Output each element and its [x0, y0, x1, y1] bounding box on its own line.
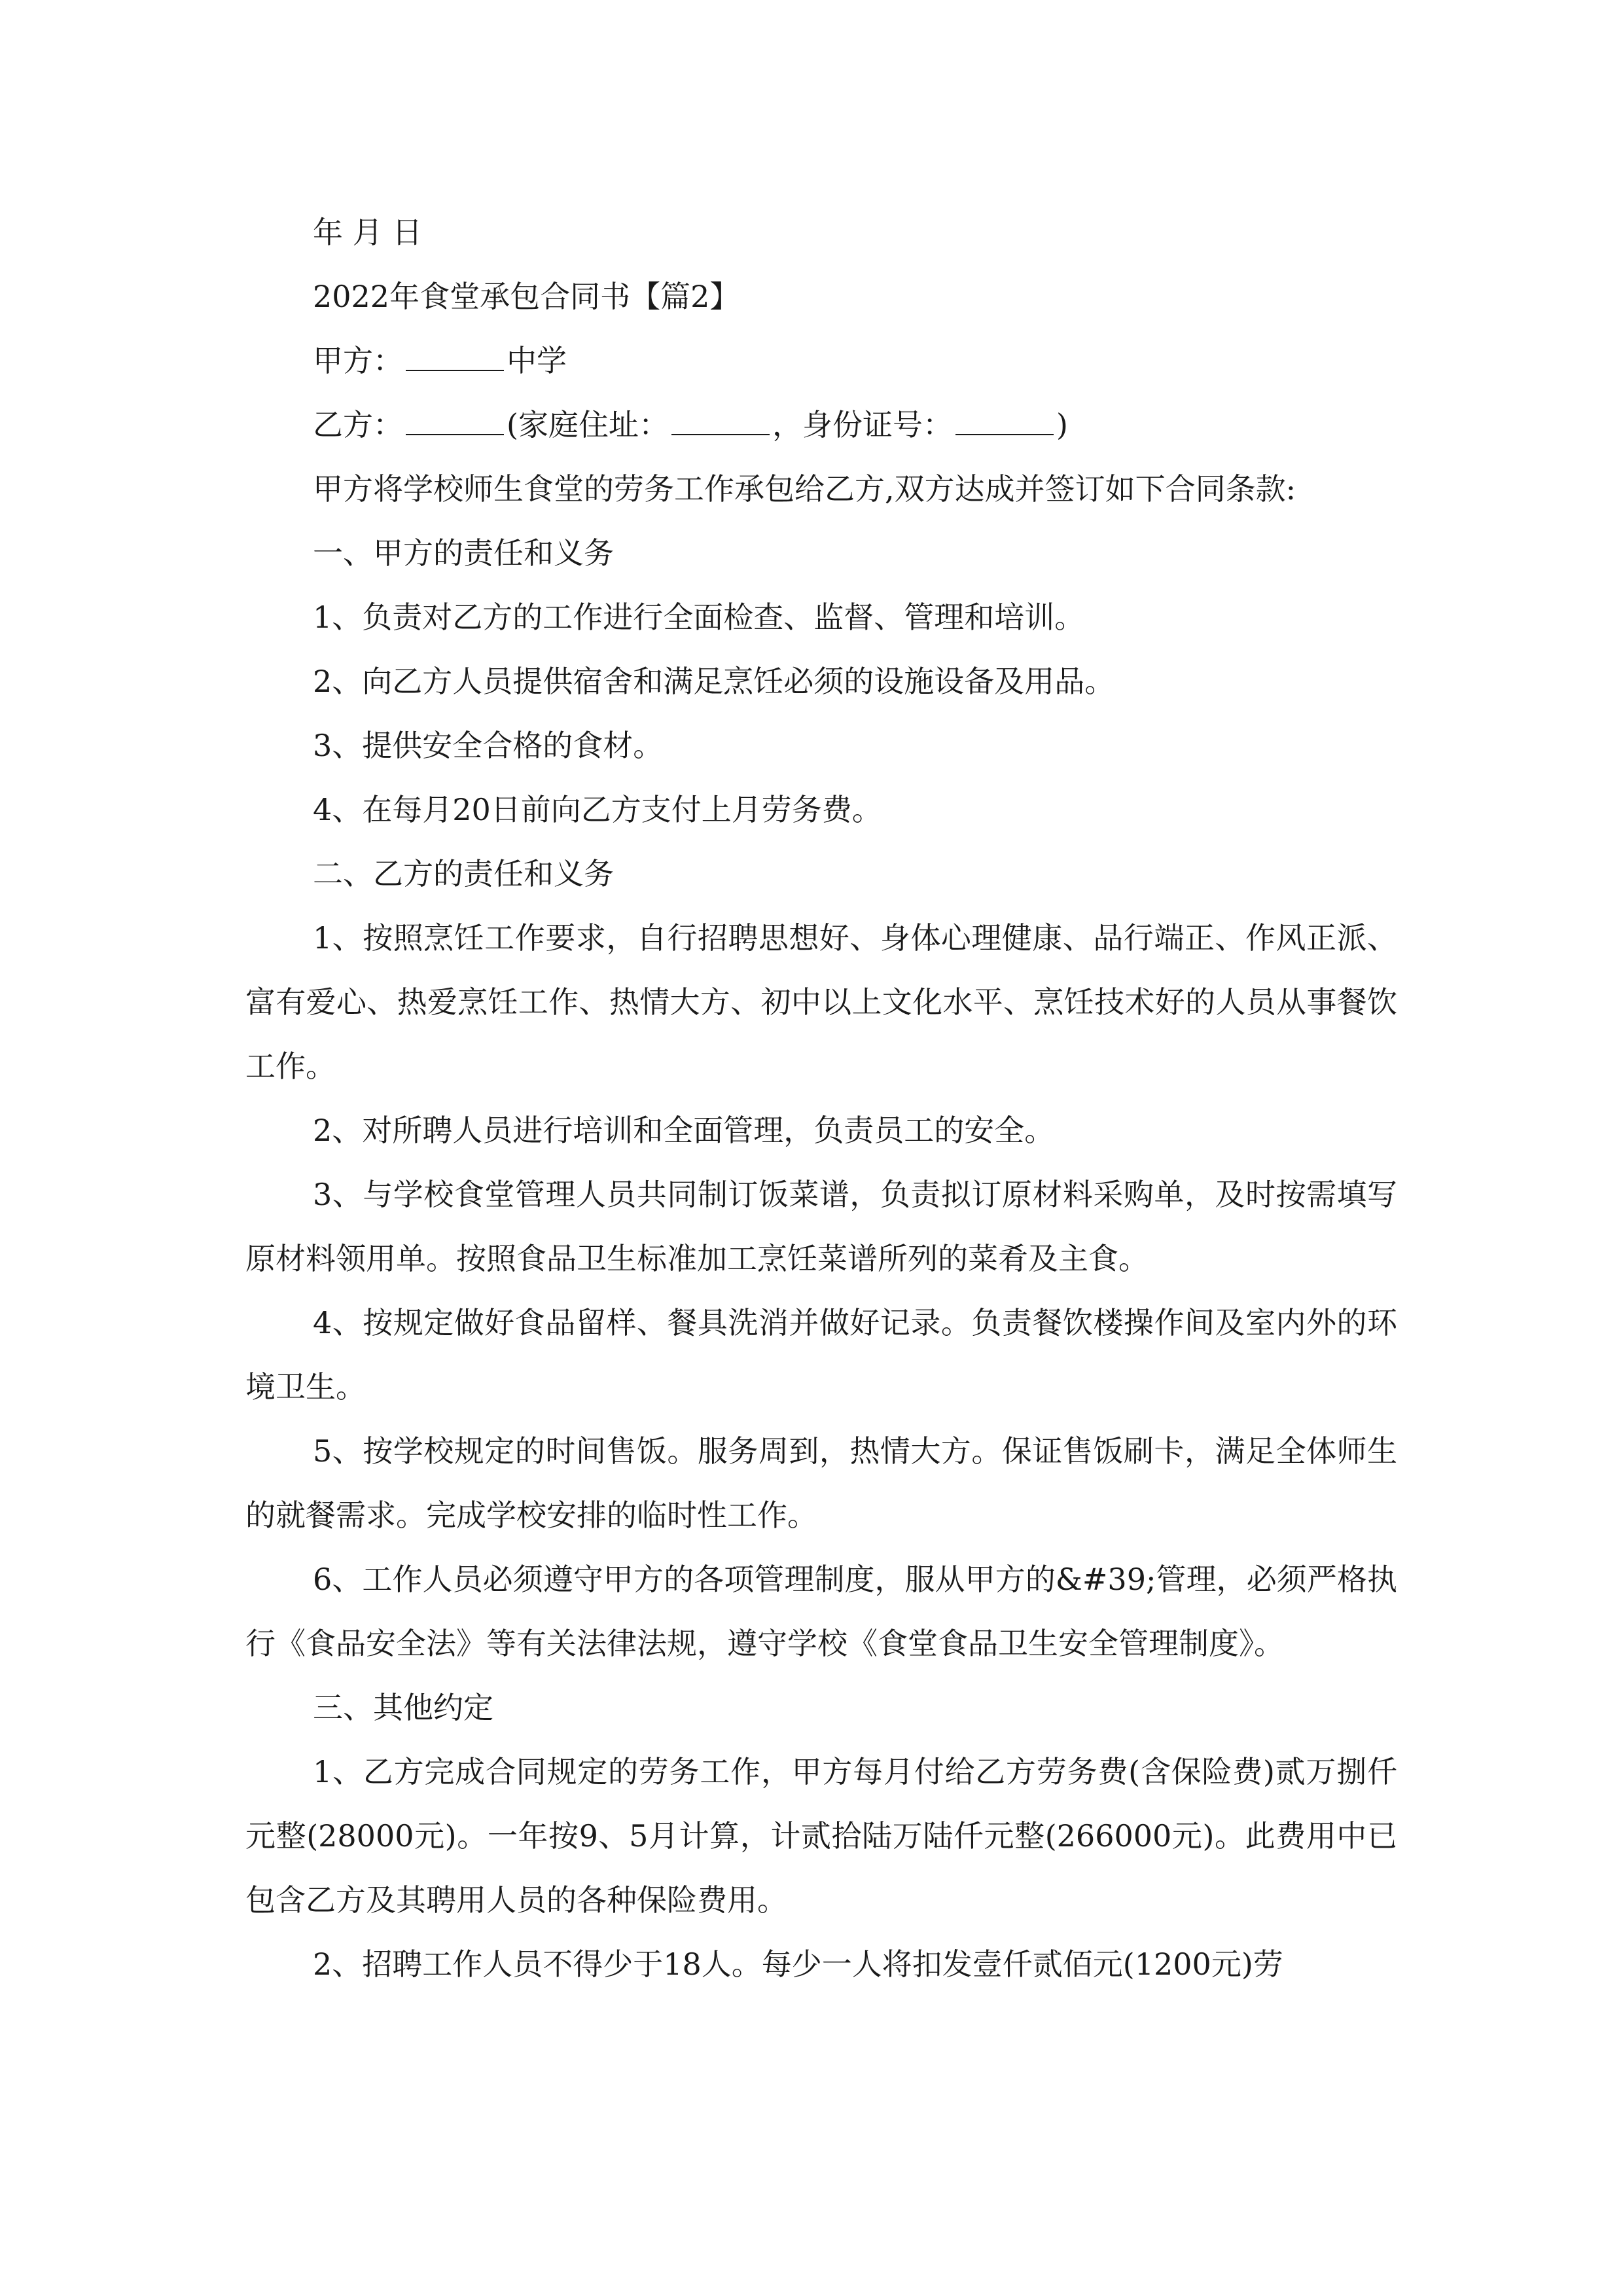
party-b-close: ) [1056, 407, 1068, 442]
section-1-item: 2、向乙方人员提供宿舍和满足烹饪必须的设施设备及用品。 [313, 664, 1115, 699]
party-b-id-label: ，身份证号： [772, 407, 953, 442]
section-2-item: 4、按规定做好食品留样、餐具洗消并做好记录。负责餐饮楼操作间及室内外的环境卫生。 [245, 1305, 1397, 1405]
party-b-id-blank [955, 409, 1054, 435]
section-1-item: 1、负责对乙方的工作进行全面检查、监督、管理和培训。 [313, 600, 1085, 635]
section-2-heading: 二、乙方的责任和义务 [313, 856, 614, 891]
party-a-line [245, 329, 1397, 393]
party-b-address-label: (家庭住址： [507, 407, 669, 442]
party-b-label: 乙方： [313, 407, 403, 442]
section-3-item: 2、招聘工作人员不得少于18人。每少一人将扣发壹仟贰佰元(1200元)劳 [313, 1946, 1283, 1982]
document-body [245, 200, 1397, 1996]
contract-title: 2022年食堂承包合同书【篇2】 [313, 279, 740, 314]
party-a-blank [406, 345, 504, 371]
date-line: 年 月 日 [313, 215, 423, 250]
party-a-label: 甲方： [313, 343, 403, 378]
section-2-item: 2、对所聘人员进行培训和全面管理，负责员工的安全。 [313, 1113, 1055, 1148]
section-1-heading: 一、甲方的责任和义务 [313, 535, 614, 571]
party-a-suffix: 中学 [507, 343, 567, 378]
section-1-item: 3、提供安全合格的食材。 [313, 728, 664, 763]
section-2-item: 6、工作人员必须遵守甲方的各项管理制度，服从甲方的&#39;管理，必须严格执行《食品安全法》等有关法律法规，遵守学校《食堂食品卫生安全管理制度》。 [245, 1562, 1397, 1661]
intro-paragraph: 甲方将学校师生食堂的劳务工作承包给乙方,双方达成并签订如下合同条款: [313, 471, 1296, 507]
party-b-name-blank [406, 409, 504, 435]
section-2-item: 3、与学校食堂管理人员共同制订饭菜谱，负责拟订原材料采购单，及时按需填写原材料领用单。按照食品卫生标准加工烹饪菜谱所列的菜肴及主食。 [245, 1177, 1397, 1276]
section-1-item: 4、在每月20日前向乙方支付上月劳务费。 [313, 792, 882, 827]
party-b-line [245, 393, 1397, 457]
party-b-address-blank [671, 409, 770, 435]
section-2-item: 1、按照烹饪工作要求，自行招聘思想好、身体心理健康、品行端正、作风正派、富有爱心、热爱烹饪工作、热情大方、初中以上文化水平、烹饪技术好的人员从事餐饮工作。 [245, 920, 1397, 1084]
section-3-heading: 三、其他约定 [313, 1690, 493, 1725]
section-2-item: 5、按学校规定的时间售饭。服务周到，热情大方。保证售饭刷卡，满足全体师生的就餐需求。完成学校安排的临时性工作。 [245, 1433, 1397, 1533]
section-3-item: 1、乙方完成合同规定的劳务工作，甲方每月付给乙方劳务费(含保险费)贰万捌仟元整(28000元)。一年按9、5月计算，计贰拾陆万陆仟元整(266000元)。此费用中已包含乙方及其聘用人员的各种保险费用。 [245, 1754, 1397, 1918]
